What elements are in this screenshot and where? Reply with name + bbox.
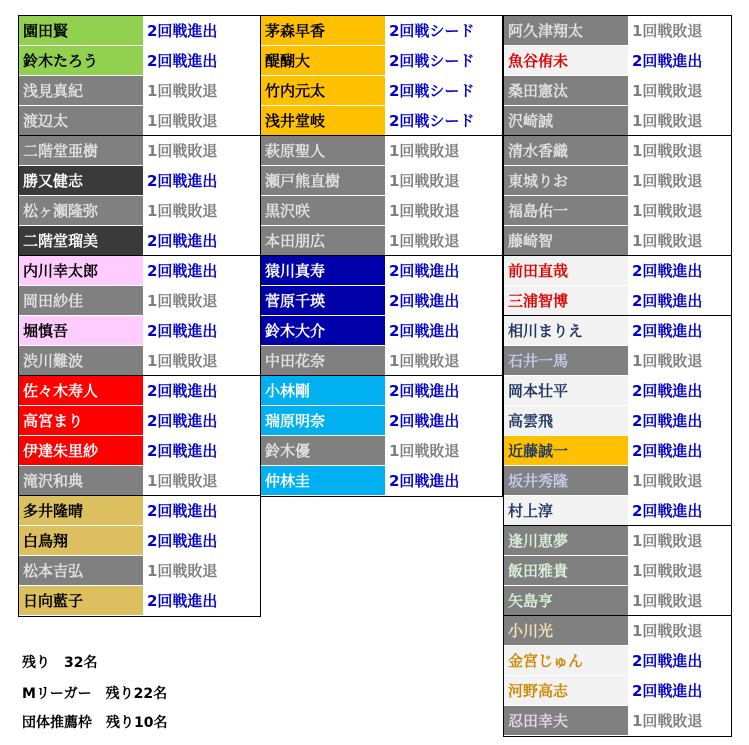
player-name: 岡本壮平 (504, 376, 628, 406)
player-result: 1回戦敗退 (632, 352, 703, 370)
player-name: 前田直哉 (504, 256, 628, 286)
player-result: 2回戦進出 (632, 262, 703, 280)
player-row (19, 46, 260, 76)
group-g3 (18, 255, 261, 377)
group-g1 (18, 15, 261, 137)
player-row (504, 76, 731, 106)
player-name: 猿川真寿 (261, 256, 385, 286)
player-result: 2回戦シード (389, 52, 475, 70)
player-name: 東城りお (504, 166, 628, 196)
remaining-total: 残り 32名 (22, 655, 98, 671)
player-row (261, 136, 502, 166)
player-row (261, 316, 502, 346)
player-row (19, 76, 260, 106)
player-result: 1回戦敗退 (147, 112, 218, 130)
player-result: 2回戦進出 (147, 592, 218, 610)
group-g13 (503, 315, 732, 527)
player-row (261, 106, 502, 136)
player-row (19, 106, 260, 136)
player-result: 1回戦敗退 (632, 592, 703, 610)
player-row (504, 526, 731, 556)
player-name: 萩原聖人 (261, 136, 385, 166)
player-result: 1回戦敗退 (632, 82, 703, 100)
player-result: 2回戦進出 (389, 412, 460, 430)
player-result: 1回戦敗退 (389, 142, 460, 160)
group-g9 (260, 375, 503, 497)
player-row (19, 196, 260, 226)
player-name: 桑田憲汰 (504, 76, 628, 106)
player-result: 1回戦敗退 (147, 472, 218, 490)
player-result: 1回戦敗退 (147, 142, 218, 160)
player-row (504, 436, 731, 466)
player-row (19, 556, 260, 586)
group-g5 (18, 495, 261, 617)
player-result: 2回戦進出 (389, 472, 460, 490)
player-name: 岡田紗佳 (19, 286, 143, 316)
group-g4 (18, 375, 261, 497)
player-row (19, 16, 260, 46)
player-name: 瀬戸熊直樹 (261, 166, 385, 196)
group-g10 (503, 15, 732, 137)
player-result: 1回戦敗退 (389, 202, 460, 220)
player-result: 2回戦進出 (147, 262, 218, 280)
player-row (504, 376, 731, 406)
player-result: 2回戦進出 (632, 382, 703, 400)
player-name: 逢川恵夢 (504, 526, 628, 556)
player-row (19, 406, 260, 436)
player-name: 忍田幸夫 (504, 706, 628, 736)
player-row (261, 376, 502, 406)
player-row (504, 646, 731, 676)
player-result: 1回戦敗退 (632, 712, 703, 730)
player-row (19, 286, 260, 316)
player-row (261, 466, 502, 496)
player-result: 1回戦敗退 (389, 442, 460, 460)
player-result: 2回戦進出 (632, 322, 703, 340)
player-name: 小林剛 (261, 376, 385, 406)
player-name: 勝又健志 (19, 166, 143, 196)
player-row (504, 676, 731, 706)
player-result: 1回戦敗退 (632, 172, 703, 190)
player-name: 伊達朱里紗 (19, 436, 143, 466)
player-name: 渋川難波 (19, 346, 143, 376)
player-name: 矢島亨 (504, 586, 628, 616)
player-row (504, 586, 731, 616)
group-g2 (18, 135, 261, 257)
player-row (504, 496, 731, 526)
group-g7 (260, 135, 503, 257)
player-name: 中田花奈 (261, 346, 385, 376)
player-result: 2回戦進出 (147, 502, 218, 520)
player-name: 相川まりえ (504, 316, 628, 346)
player-name: 村上淳 (504, 496, 628, 526)
group-g6 (260, 15, 503, 137)
player-name: 近藤誠一 (504, 436, 628, 466)
player-row (504, 256, 731, 286)
player-row (261, 166, 502, 196)
player-row (261, 346, 502, 376)
group-g8 (260, 255, 503, 377)
player-row (504, 16, 731, 46)
player-name: 三浦智博 (504, 286, 628, 316)
player-name: 滝沢和典 (19, 466, 143, 496)
group-g14 (503, 525, 732, 617)
player-result: 1回戦敗退 (632, 202, 703, 220)
player-result: 2回戦進出 (632, 292, 703, 310)
player-row (261, 406, 502, 436)
player-result: 2回戦進出 (147, 52, 218, 70)
player-name: 飯田雅貴 (504, 556, 628, 586)
player-row (261, 226, 502, 256)
player-result: 2回戦進出 (632, 652, 703, 670)
player-row (504, 226, 731, 256)
player-row (504, 616, 731, 646)
remaining-mleaguer: Mリーガー 残り22名 (22, 686, 168, 702)
player-result: 2回戦進出 (147, 322, 218, 340)
player-name: 茅森早香 (261, 16, 385, 46)
player-row (19, 466, 260, 496)
player-row (261, 436, 502, 466)
group-g11 (503, 135, 732, 257)
player-result: 1回戦敗退 (147, 352, 218, 370)
player-row (504, 166, 731, 196)
player-row (19, 586, 260, 616)
player-row (261, 46, 502, 76)
player-result: 2回戦進出 (632, 52, 703, 70)
player-result: 2回戦進出 (147, 232, 218, 250)
player-name: 小川光 (504, 616, 628, 646)
player-result: 1回戦敗退 (632, 232, 703, 250)
player-name: 高雲飛 (504, 406, 628, 436)
player-name: 仲林圭 (261, 466, 385, 496)
player-name: 二階堂亜樹 (19, 136, 143, 166)
player-row (504, 136, 731, 166)
player-result: 1回戦敗退 (389, 352, 460, 370)
player-name: 松ヶ瀬隆弥 (19, 196, 143, 226)
player-name: 堀慎吾 (19, 316, 143, 346)
player-result: 1回戦敗退 (147, 202, 218, 220)
player-result: 1回戦敗退 (147, 292, 218, 310)
player-name: 多井隆晴 (19, 496, 143, 526)
player-name: 沢崎誠 (504, 106, 628, 136)
remaining-team-recommend: 団体推薦枠 残り10名 (22, 715, 168, 731)
player-name: 藤崎智 (504, 226, 628, 256)
player-result: 2回戦シード (389, 22, 475, 40)
player-name: 二階堂瑠美 (19, 226, 143, 256)
player-name: 松本吉弘 (19, 556, 143, 586)
player-name: 魚谷侑未 (504, 46, 628, 76)
player-result: 1回戦敗退 (632, 472, 703, 490)
player-name: 河野高志 (504, 676, 628, 706)
player-name: 鈴木優 (261, 436, 385, 466)
player-result: 1回戦敗退 (147, 562, 218, 580)
player-name: 竹内元太 (261, 76, 385, 106)
player-row (19, 136, 260, 166)
player-result: 2回戦進出 (147, 412, 218, 430)
player-result: 2回戦進出 (632, 502, 703, 520)
player-result: 2回戦進出 (147, 442, 218, 460)
player-name: 鈴木たろう (19, 46, 143, 76)
player-name: 福島佑一 (504, 196, 628, 226)
player-name: 佐々木寿人 (19, 376, 143, 406)
player-name: 白鳥翔 (19, 526, 143, 556)
player-row (504, 46, 731, 76)
player-name: 坂井秀隆 (504, 466, 628, 496)
player-row (19, 436, 260, 466)
player-result: 2回戦進出 (147, 172, 218, 190)
player-result: 2回戦シード (389, 82, 475, 100)
player-result: 2回戦進出 (389, 292, 460, 310)
player-row (504, 286, 731, 316)
player-result: 2回戦進出 (632, 442, 703, 460)
player-result: 1回戦敗退 (147, 82, 218, 100)
player-row (19, 496, 260, 526)
player-result: 2回戦進出 (389, 322, 460, 340)
player-name: 浅井堂岐 (261, 106, 385, 136)
player-row (19, 226, 260, 256)
player-row (19, 346, 260, 376)
player-name: 鈴木大介 (261, 316, 385, 346)
player-name: 渡辺太 (19, 106, 143, 136)
player-row (504, 196, 731, 226)
player-result: 1回戦敗退 (632, 622, 703, 640)
player-row (261, 196, 502, 226)
player-result: 2回戦進出 (147, 532, 218, 550)
player-row (504, 316, 731, 346)
group-g12 (503, 255, 732, 317)
player-name: 菅原千瑛 (261, 286, 385, 316)
player-row (504, 106, 731, 136)
player-row (504, 346, 731, 376)
player-row (19, 166, 260, 196)
player-result: 1回戦敗退 (632, 142, 703, 160)
player-result: 1回戦敗退 (632, 112, 703, 130)
player-row (19, 526, 260, 556)
group-g15 (503, 615, 732, 737)
player-name: 醍醐大 (261, 46, 385, 76)
player-name: 清水香織 (504, 136, 628, 166)
player-name: 石井一馬 (504, 346, 628, 376)
player-result: 2回戦進出 (147, 22, 218, 40)
player-row (504, 556, 731, 586)
player-row (19, 376, 260, 406)
player-name: 金宮じゅん (504, 646, 628, 676)
player-result: 2回戦進出 (389, 262, 460, 280)
player-result: 1回戦敗退 (632, 22, 703, 40)
player-row (504, 706, 731, 736)
player-name: 本田朋広 (261, 226, 385, 256)
player-row (19, 316, 260, 346)
player-result: 2回戦シード (389, 112, 475, 130)
player-name: 日向藍子 (19, 586, 143, 616)
player-row (261, 76, 502, 106)
player-name: 内川幸太郎 (19, 256, 143, 286)
player-result: 1回戦敗退 (389, 232, 460, 250)
player-result: 1回戦敗退 (632, 532, 703, 550)
player-result: 2回戦進出 (632, 412, 703, 430)
player-result: 1回戦敗退 (632, 562, 703, 580)
player-result: 1回戦敗退 (389, 172, 460, 190)
player-row (261, 16, 502, 46)
player-result: 2回戦進出 (632, 682, 703, 700)
player-row (19, 256, 260, 286)
player-result: 2回戦進出 (389, 382, 460, 400)
player-name: 阿久津翔太 (504, 16, 628, 46)
player-row (504, 466, 731, 496)
player-result: 2回戦進出 (147, 382, 218, 400)
player-name: 園田賢 (19, 16, 143, 46)
player-row (261, 286, 502, 316)
player-name: 高宮まり (19, 406, 143, 436)
player-name: 浅見真紀 (19, 76, 143, 106)
player-row (504, 406, 731, 436)
player-name: 黒沢咲 (261, 196, 385, 226)
player-name: 瑞原明奈 (261, 406, 385, 436)
player-row (261, 256, 502, 286)
